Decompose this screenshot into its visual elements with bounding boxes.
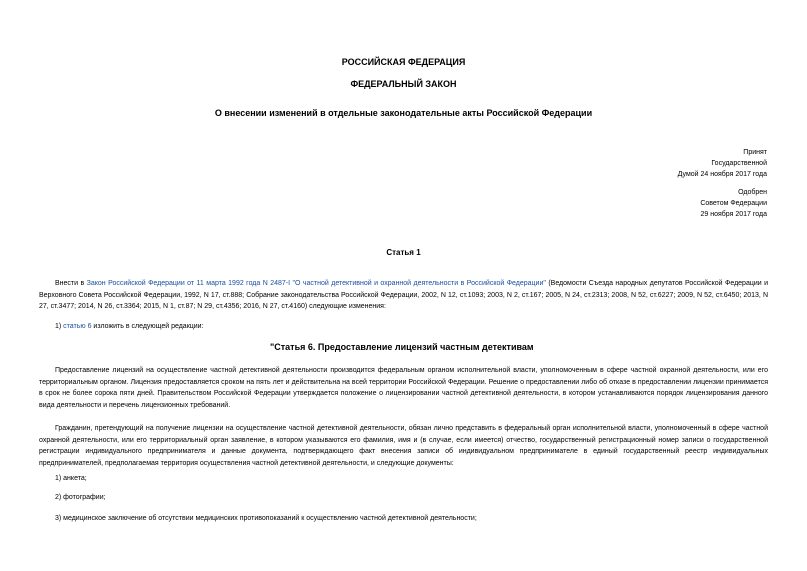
law-link[interactable]: Закон Российской Федерации от 11 марта 1992 года N 2487-I "О частной детективной и охранной деятельности в Российской Федерации" [86, 280, 546, 287]
point-1-suffix: изложить в следующей редакции: [91, 323, 204, 330]
list-item: 2) фотографии; [55, 494, 106, 501]
list-item: 3) медицинское заключение об отсутствии медицинских противопоказаний к осуществлению частной детективной деятельности; [55, 515, 477, 522]
article-6-heading: "Статья 6. Предоставление лицензий частным детективам [270, 342, 534, 352]
article-1-intro [39, 278, 768, 313]
approval-block [700, 187, 767, 220]
doc-type-heading: ФЕДЕРАЛЬНЫЙ ЗАКОН [350, 79, 457, 89]
country-heading: РОССИЙСКАЯ ФЕДЕРАЦИЯ [341, 57, 466, 67]
adoption-line: Принят [743, 149, 767, 156]
article-6-link[interactable]: статью 6 [63, 323, 92, 330]
approval-line: Советом Федерации [700, 200, 767, 207]
paragraph-text: Предоставление лицензий на осуществление частной детективной деятельности производится федеральным органом исполнительной власти, уполномоченным в сфере частной охранной деятельности, или его территориальным органом. Лицензия предоставляется сроком на пять лет и действительна на всей территории Российской Федерации. Решение о предоставлении либо об отказе в предоставлении лицензии принимается в срок не более сорока пяти дней. Правительством Российской Федерации утверждается положение о лицензировании частной детективной деятельности, в котором устанавливаются порядок лицензирования данного вида деятельности и перечень лицензионных требований. [39, 367, 768, 409]
adoption-block [678, 147, 767, 180]
approval-line: Одобрен [738, 189, 767, 196]
point-1-prefix: 1) [55, 323, 64, 330]
list-item: 1) анкета; [55, 475, 87, 482]
adoption-line: Думой 24 ноября 2017 года [677, 171, 767, 178]
article-1-heading: Статья 1 [386, 248, 421, 257]
law-title: О внесении изменений в отдельные законодательные акты Российской Федерации [214, 108, 593, 118]
article-6-para-1 [39, 365, 768, 411]
adoption-line: Государственной [711, 160, 767, 167]
intro-prefix: Внести в [55, 280, 87, 287]
point-1 [39, 321, 768, 333]
paragraph-text: Гражданин, претендующий на получение лицензии на осуществление частной детективной деятельности, обязан лично представить в федеральный орган исполнительной власти, уполномоченный в сфере частной охранной деятельности, или его территориальный орган заявление, в котором указываются его фамилия, имя и (в случае, если имеется) отчество, государственный регистрационный номер записи о государственной регистрации индивидуального предпринимателя и данные документа, подтверждающего факт внесения записи об индивидуальном предпринимателе в единый государственный реестр индивидуальных предпринимателей, предполагаемая территория осуществления частной детективной деятельности, и следующие документы: [39, 425, 768, 467]
article-6-para-2 [39, 423, 768, 469]
approval-line: 29 ноября 2017 года [700, 211, 767, 218]
intro-suffix: (Ведомости Съезда народных депутатов Российской Федерации и Верховного Совета Российской Федерации, 1992, N 17, ст.888; Собрание законодательства Российской Федерации, 2002, N 12, ст.1093; 2003, N 2, ст.167; 2005, N 24, ст.2313; 2008, N 52, ст.6227; 2009, N 52, ст.6450; 2013, N 27, ст.3477; 2014, N 26, ст.3364; 2015, N 1, ст.87; N 29, ст.4356; 2016, N 27, ст.4160) следующие изменения: [39, 280, 769, 310]
